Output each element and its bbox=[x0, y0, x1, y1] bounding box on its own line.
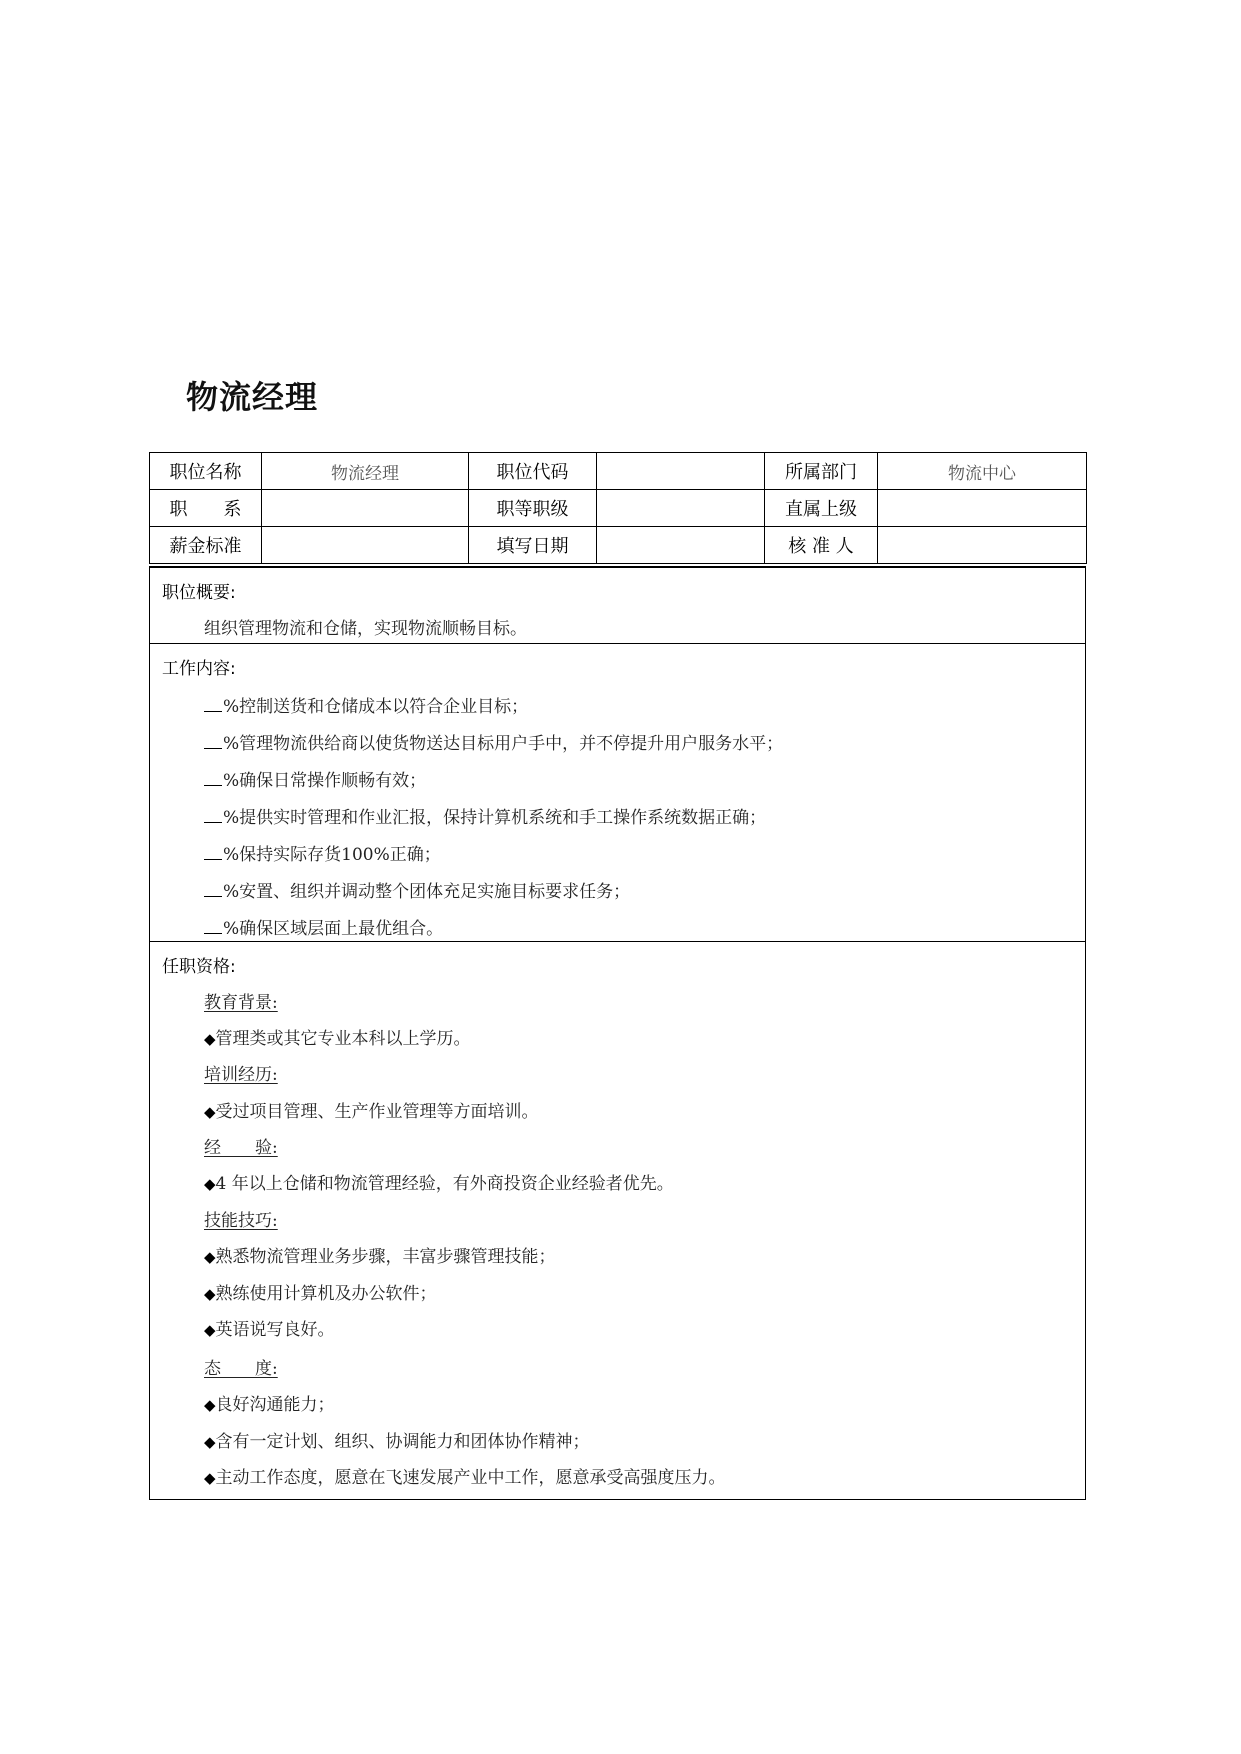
job-grade-value bbox=[597, 490, 765, 527]
position-code-value bbox=[597, 453, 765, 490]
list-item bbox=[204, 803, 766, 828]
skills-item: 熟练使用计算机及办公软件； bbox=[215, 1284, 437, 1304]
approver-value bbox=[878, 527, 1087, 564]
list-item bbox=[204, 1279, 437, 1304]
fill-date-value bbox=[597, 527, 765, 564]
diamond-bullet-icon: ◆ bbox=[204, 1396, 216, 1414]
blank-underline bbox=[204, 919, 222, 934]
list-item bbox=[204, 840, 441, 865]
education-item: 管理类或其它专业本科以上学历。 bbox=[215, 1029, 471, 1049]
list-item bbox=[204, 1463, 726, 1488]
diamond-bullet-icon: ◆ bbox=[204, 1030, 216, 1048]
supervisor-label: 直属上级 bbox=[765, 490, 878, 527]
work-item: %确保区域层面上最优组合。 bbox=[223, 919, 444, 939]
diamond-bullet-icon: ◆ bbox=[204, 1285, 216, 1303]
work-label: 工作内容: bbox=[162, 659, 236, 679]
header-row bbox=[150, 453, 1087, 490]
work-item: %确保日常操作顺畅有效； bbox=[223, 771, 427, 791]
diamond-bullet-icon: ◆ bbox=[204, 1103, 216, 1121]
supervisor-value bbox=[878, 490, 1087, 527]
diamond-bullet-icon: ◆ bbox=[204, 1248, 216, 1266]
job-family-value bbox=[262, 490, 469, 527]
diamond-bullet-icon: ◆ bbox=[204, 1321, 216, 1339]
skills-item: 英语说写良好。 bbox=[215, 1320, 335, 1340]
department-label: 所属部门 bbox=[765, 453, 878, 490]
list-item bbox=[204, 766, 426, 791]
page-title: 物流经理 bbox=[186, 378, 319, 416]
position-code-label: 职位代码 bbox=[469, 453, 597, 490]
blank-underline bbox=[204, 808, 222, 823]
attitude-item: 良好沟通能力； bbox=[215, 1395, 335, 1415]
list-item bbox=[204, 729, 783, 754]
skills-item: 熟悉物流管理业务步骤，丰富步骤管理技能； bbox=[215, 1247, 556, 1267]
work-item: %控制送货和仓储成本以符合企业目标； bbox=[223, 697, 529, 717]
list-item bbox=[204, 1169, 674, 1194]
list-item bbox=[204, 1427, 590, 1452]
work-item: %安置、组织并调动整个团体充足实施目标要求任务； bbox=[223, 882, 631, 902]
summary-text: 组织管理物流和仓储，实现物流顺畅目标。 bbox=[204, 619, 527, 639]
header-row bbox=[150, 490, 1087, 527]
training-heading: 培训经历: bbox=[204, 1065, 278, 1085]
blank-underline bbox=[204, 771, 222, 786]
position-name-label: 职位名称 bbox=[150, 453, 262, 490]
position-name-value: 物流经理 bbox=[262, 453, 469, 490]
list-item bbox=[204, 1315, 335, 1340]
blank-underline bbox=[204, 882, 222, 897]
diamond-bullet-icon: ◆ bbox=[204, 1469, 216, 1487]
salary-value bbox=[262, 527, 469, 564]
list-item bbox=[204, 692, 528, 717]
work-section bbox=[149, 644, 1086, 942]
approver-label: 核 准 人 bbox=[765, 527, 878, 564]
summary-label: 职位概要: bbox=[162, 583, 236, 603]
list-item bbox=[204, 1390, 335, 1415]
list-item bbox=[204, 1024, 471, 1049]
qualifications-section bbox=[149, 942, 1086, 1500]
attitude-item: 主动工作态度，愿意在飞速发展产业中工作，愿意承受高强度压力。 bbox=[215, 1468, 726, 1488]
work-item: %提供实时管理和作业汇报，保持计算机系统和手工操作系统数据正确； bbox=[223, 808, 767, 828]
work-item: %保持实际存货100%正确； bbox=[223, 845, 441, 865]
education-heading: 教育背景: bbox=[204, 993, 278, 1013]
list-item bbox=[204, 1242, 556, 1267]
list-item bbox=[204, 914, 443, 939]
attitude-item: 含有一定计划、组织、协调能力和团体协作精神； bbox=[215, 1432, 590, 1452]
summary-section bbox=[149, 566, 1086, 644]
training-item: 受过项目管理、生产作业管理等方面培训。 bbox=[215, 1102, 539, 1122]
diamond-bullet-icon: ◆ bbox=[204, 1433, 216, 1451]
department-value: 物流中心 bbox=[878, 453, 1087, 490]
blank-underline bbox=[204, 734, 222, 749]
experience-item: 4 年以上仓储和物流管理经验，有外商投资企业经验者优先。 bbox=[215, 1174, 674, 1194]
list-item bbox=[204, 1097, 539, 1122]
qualifications-label: 任职资格: bbox=[162, 957, 236, 977]
diamond-bullet-icon: ◆ bbox=[204, 1175, 216, 1193]
experience-heading: 经 验: bbox=[204, 1138, 278, 1158]
blank-underline bbox=[204, 697, 222, 712]
list-item bbox=[204, 877, 630, 902]
salary-label: 薪金标准 bbox=[150, 527, 262, 564]
blank-underline bbox=[204, 845, 222, 860]
job-header-table bbox=[149, 452, 1087, 564]
work-item: %管理物流供给商以使货物送达目标用户手中，并不停提升用户服务水平； bbox=[223, 734, 784, 754]
skills-heading: 技能技巧: bbox=[204, 1211, 278, 1231]
attitude-heading: 态 度: bbox=[204, 1359, 278, 1379]
job-grade-label: 职等职级 bbox=[469, 490, 597, 527]
fill-date-label: 填写日期 bbox=[469, 527, 597, 564]
header-row bbox=[150, 527, 1087, 564]
job-family-label: 职 系 bbox=[150, 490, 262, 527]
